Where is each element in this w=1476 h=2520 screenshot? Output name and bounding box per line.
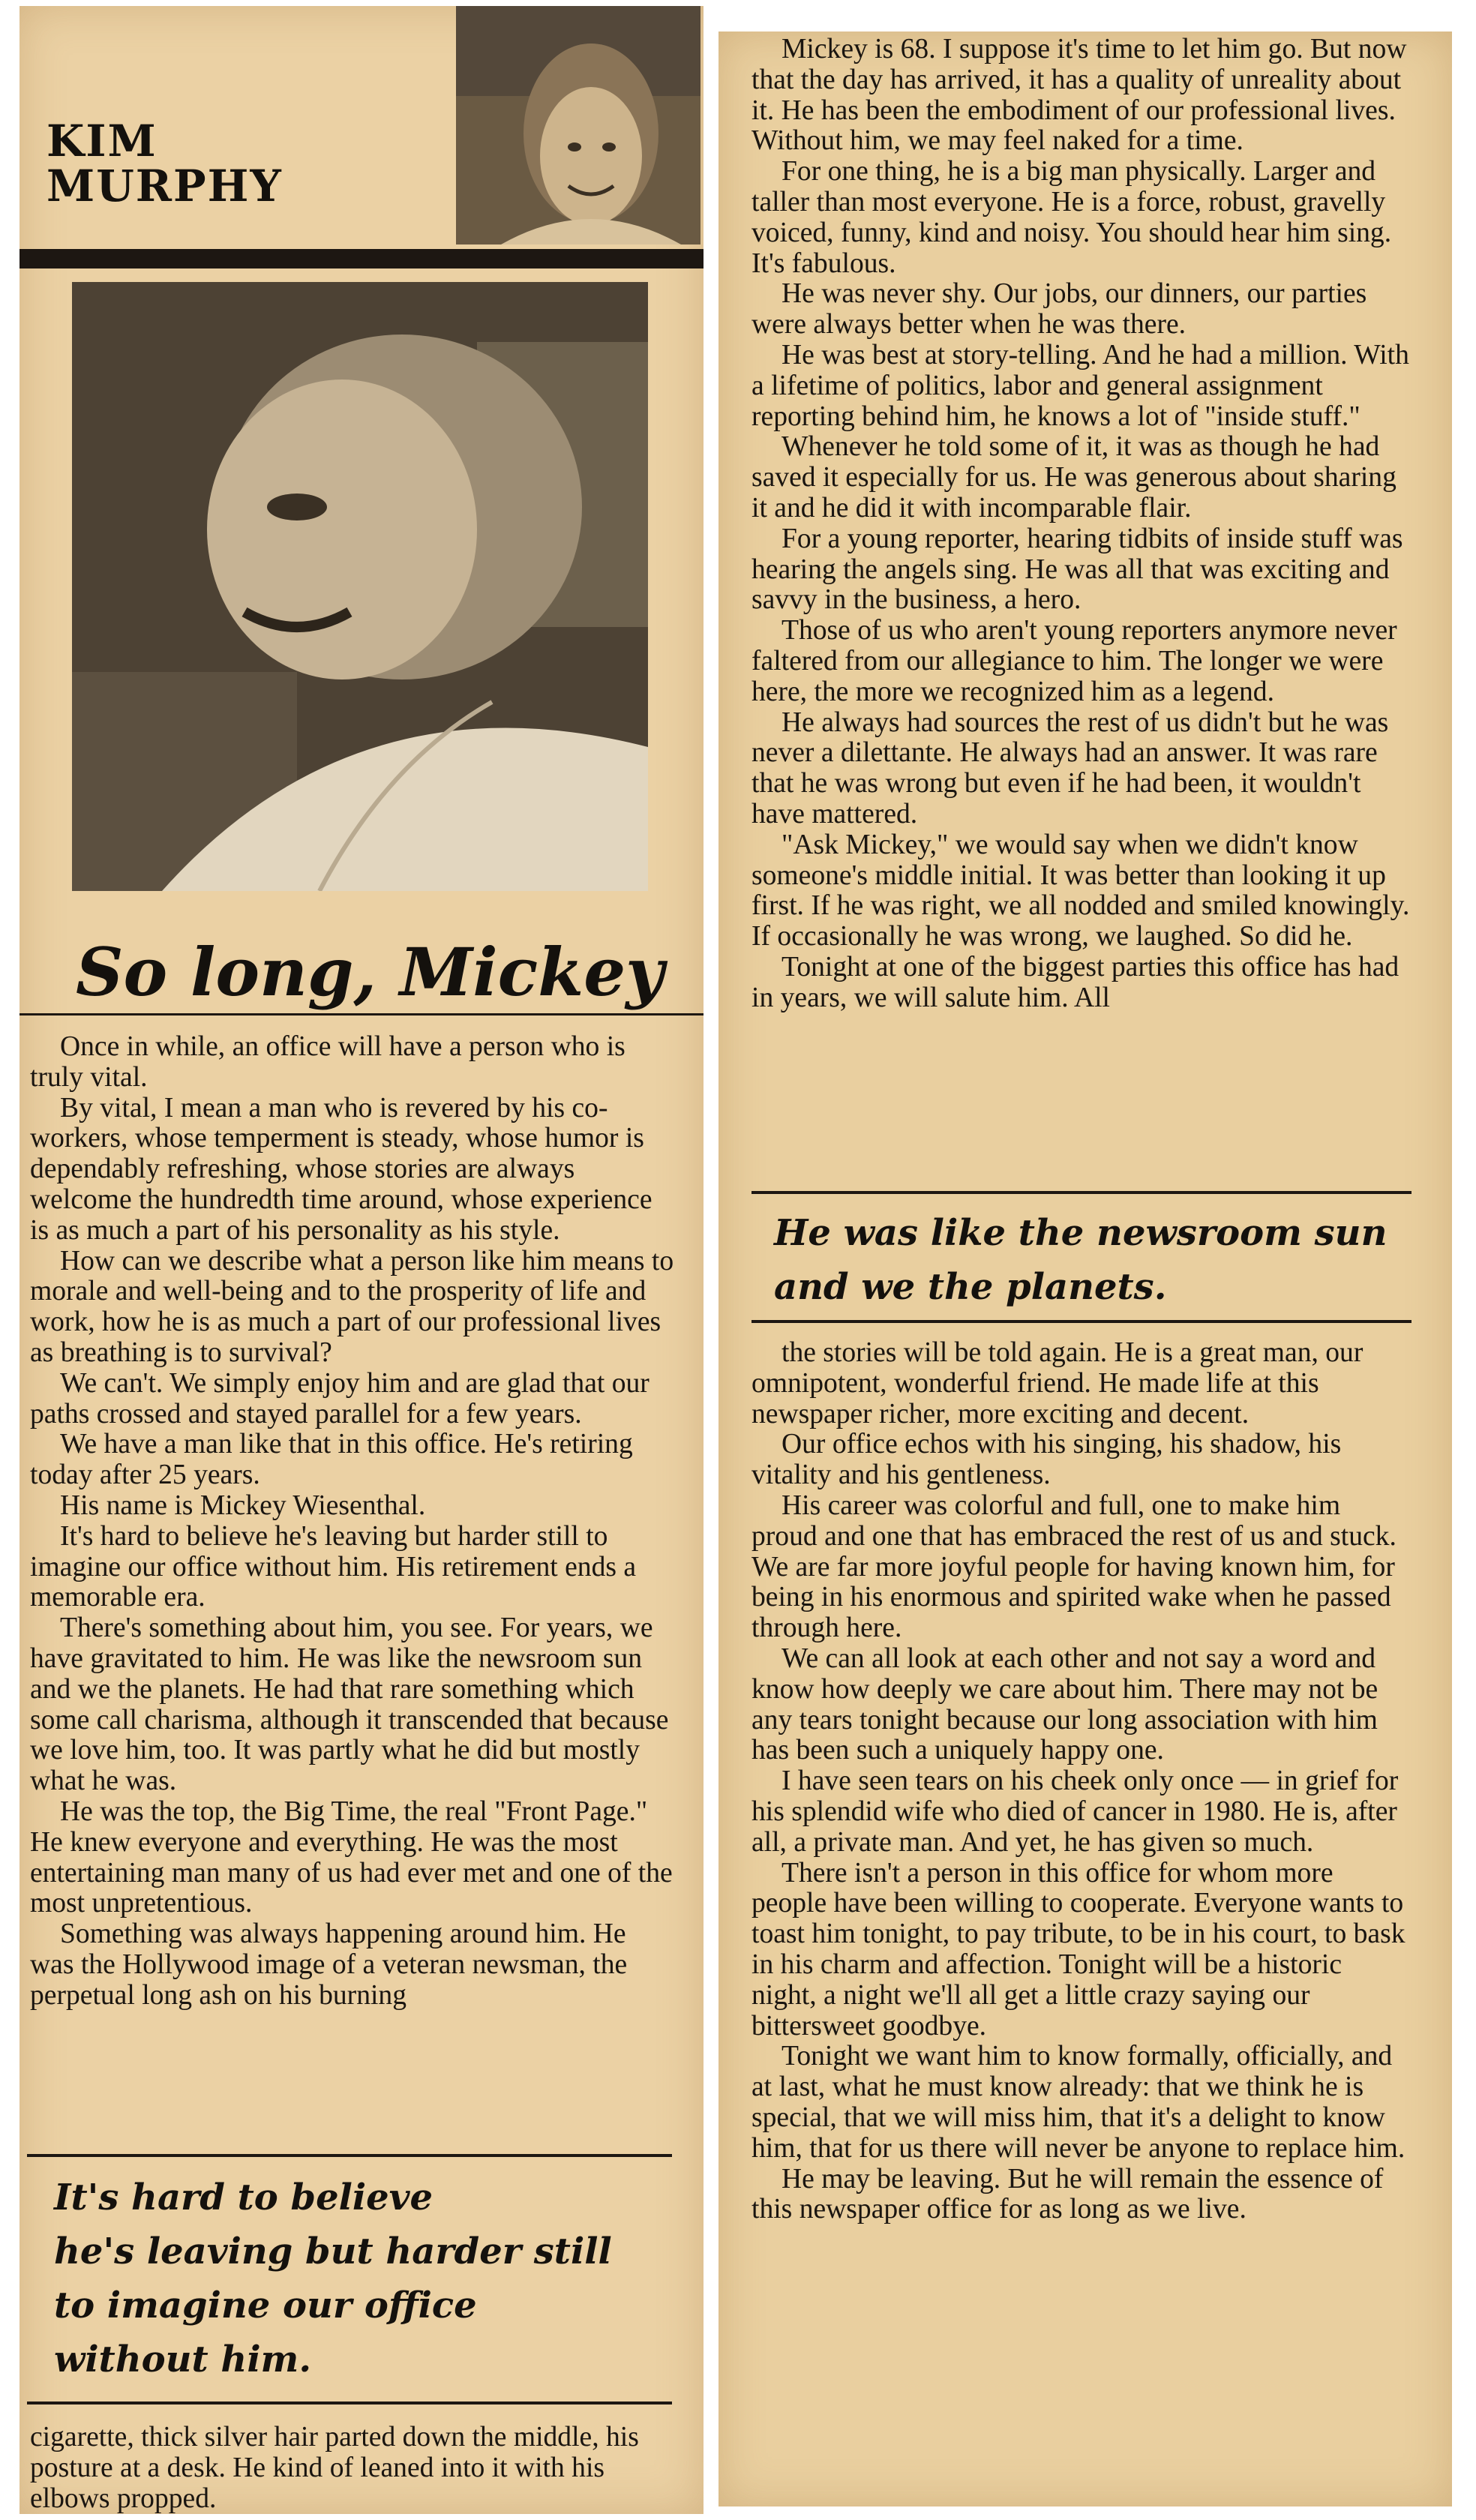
left-pull-quote xyxy=(54,2170,612,2386)
pull-quote-line: It's hard to believe xyxy=(54,2176,434,2218)
article-paragraph: It's hard to believe he's leaving but harder still to imagine our office without him. His retirement ends a memorable era. xyxy=(30,1520,637,1613)
byline xyxy=(46,116,283,212)
article-paragraph: He was the top, the Big Time, the real "Front Page." He knew everyone and everything. He was the most entertaining man many of us had ever met and one of the most unpretentious. xyxy=(30,1796,673,1919)
left-article-body xyxy=(30,1032,675,2012)
article-paragraph: For a young reporter, hearing tidbits of inside stuff was hearing the angels sing. He was all that was exciting and savvy in the business, a hero. xyxy=(752,523,1403,616)
article-paragraph: Once in while, an office will have a person who is truly vital. xyxy=(30,1031,626,1093)
article-paragraph: For one thing, he is a big man physically. Larger and taller than most everyone. He is a force, robust, gravelly voiced, funny, kind and noisy. You should hear him sing. It's fabulous. xyxy=(752,156,1392,279)
left-column-clipping xyxy=(20,6,704,2514)
article-paragraph: the stories will be told again. He is a great man, our omnipotent, wonderful friend. He made life at this newspaper richer, more exciting and decent. xyxy=(752,1337,1364,1430)
article-paragraph: How can we describe what a person like him means to morale and well-being and to the prosperity of life and work, how he is as much a part of our professional lives as breathing is to survival? xyxy=(30,1245,674,1368)
article-paragraph: Tonight we want him to know formally, officially, and at last, what he must know already: that we think he is special, that we will miss him, that it's a delight to know him, that for us there will never be anyone to replace him. xyxy=(752,2041,1406,2164)
headline-rule xyxy=(20,1013,704,1016)
article-paragraph: We have a man like that in this office. He's retiring today after 25 years. xyxy=(30,1429,633,1491)
article-paragraph: He was best at story-telling. And he had a million. With a lifetime of politics, labor and general assignment reporting behind him, he knows a lot of "inside stuff." xyxy=(752,339,1409,432)
columnist-portrait xyxy=(456,6,700,244)
byline-last-name: MURPHY xyxy=(46,160,283,212)
article-paragraph: His career was colorful and full, one to make him proud and one that has embraced the rest of us and stuck. We are far more joyful people for having known him, for being in his enormous and spirited wake when he passed through here. xyxy=(752,1490,1396,1644)
right-pull-quote-top-rule xyxy=(752,1191,1412,1194)
pull-quote-bottom-rule xyxy=(27,2402,672,2404)
article-paragraph: He was never shy. Our jobs, our dinners, our parties were always better when he was there. xyxy=(752,278,1367,340)
right-article-continued xyxy=(752,1338,1412,2225)
left-continued-text xyxy=(30,2422,675,2514)
article-paragraph: Mickey is 68. I suppose it's time to let him go. But now that the day has arrived, it has a quality of unreality about it. He has been the embodiment of our professional lives. Without him, we may feel naked for a time. xyxy=(752,34,1407,157)
right-column-clipping xyxy=(718,32,1452,2506)
article-paragraph: Tonight at one of the biggest parties this office has had in years, we will salute him. All xyxy=(752,951,1400,1013)
article-paragraph: There isn't a person in this office for whom more people have been willing to cooperate. Everyone wants to toast him tonight, to pay tribute, to be in his court, to bask in his charm and affection. Tonight will be a historic night, a night we'll all get a little crazy saying our bittersweet goodbye. xyxy=(752,1857,1406,2042)
right-pull-quote xyxy=(774,1206,1387,1314)
article-paragraph: Something was always happening around him. He was the Hollywood image of a veteran newsman, the perpetual long ash on his burning xyxy=(30,1918,628,2011)
byline-first-name: KIM xyxy=(46,116,158,166)
article-paragraph: By vital, I mean a man who is revered by his co-workers, whose temperment is steady, whose humor is dependably refreshing, whose stories are always welcome the hundredth time around, whose experience is as much a part of his personality as his style. xyxy=(30,1092,652,1246)
article-paragraph: We can all look at each other and not say a word and know how deeply we care about him. There may not be any tears tonight because our long association with him has been such a uniquely happy one. xyxy=(752,1642,1378,1766)
pull-quote-line: He was like the newsroom sun xyxy=(774,1212,1388,1254)
right-pull-quote-bottom-rule xyxy=(752,1320,1412,1323)
article-paragraph: Those of us who aren't young reporters anymore never faltered from our allegiance to him. The longer we were here, the more we recognized him as a legend. xyxy=(752,615,1397,707)
byline-rule xyxy=(20,249,704,268)
right-article-body xyxy=(752,34,1412,1014)
article-paragraph: He may be leaving. But he will remain the essence of this newspaper office for as long as we live. xyxy=(752,2163,1384,2225)
pull-quote-line: and we the planets. xyxy=(774,1266,1167,1308)
headline: So long, Mickey xyxy=(76,933,664,1011)
article-paragraph: He always had sources the rest of us didn't but he was never a dilettante. He always had an answer. It was rare that he was wrong but even if he had been, it wouldn't have mattered. xyxy=(752,706,1389,830)
article-paragraph: Whenever he told some of it, it was as though he had saved it especially for us. He was generous about sharing it and he did it with incomparable flair. xyxy=(752,431,1396,524)
pull-quote-line: to imagine our office xyxy=(54,2284,477,2326)
article-paragraph: Our office echos with his singing, his shadow, his vitality and his gentleness. xyxy=(752,1429,1342,1491)
pull-quote-top-rule xyxy=(27,2154,672,2157)
article-paragraph: We can't. We simply enjoy him and are glad that our paths crossed and stayed parallel for a few years. xyxy=(30,1367,650,1430)
pull-quote-line: without him. xyxy=(54,2338,312,2380)
pull-quote-line: he's leaving but harder still xyxy=(54,2230,612,2272)
article-paragraph: "Ask Mickey," we would say when we didn't know someone's middle initial. It was better than looking it up first. If he was right, we all nodded and smiled knowingly. If occasionally he was wrong, we laughed. So did he. xyxy=(752,829,1410,952)
article-paragraph: His name is Mickey Wiesenthal. xyxy=(60,1490,426,1521)
article-paragraph: There's something about him, you see. For years, we have gravitated to him. He was like the newsroom sun and we the planets. He had that rare something which some call charisma, although it transcended that because we love him, too. It was partly what he did but mostly what he was. xyxy=(30,1612,669,1797)
article-paragraph: I have seen tears on his cheek only once — in grief for his splendid wife who died of cancer in 1980. He is, after all, a private man. And yet, he has given so much. xyxy=(752,1766,1399,1858)
continued-paragraph: cigarette, thick silver hair parted down the middle, his posture at a desk. He kind of leaned into it with his elbows propped. xyxy=(30,2422,639,2514)
mickey-photo xyxy=(72,282,648,891)
